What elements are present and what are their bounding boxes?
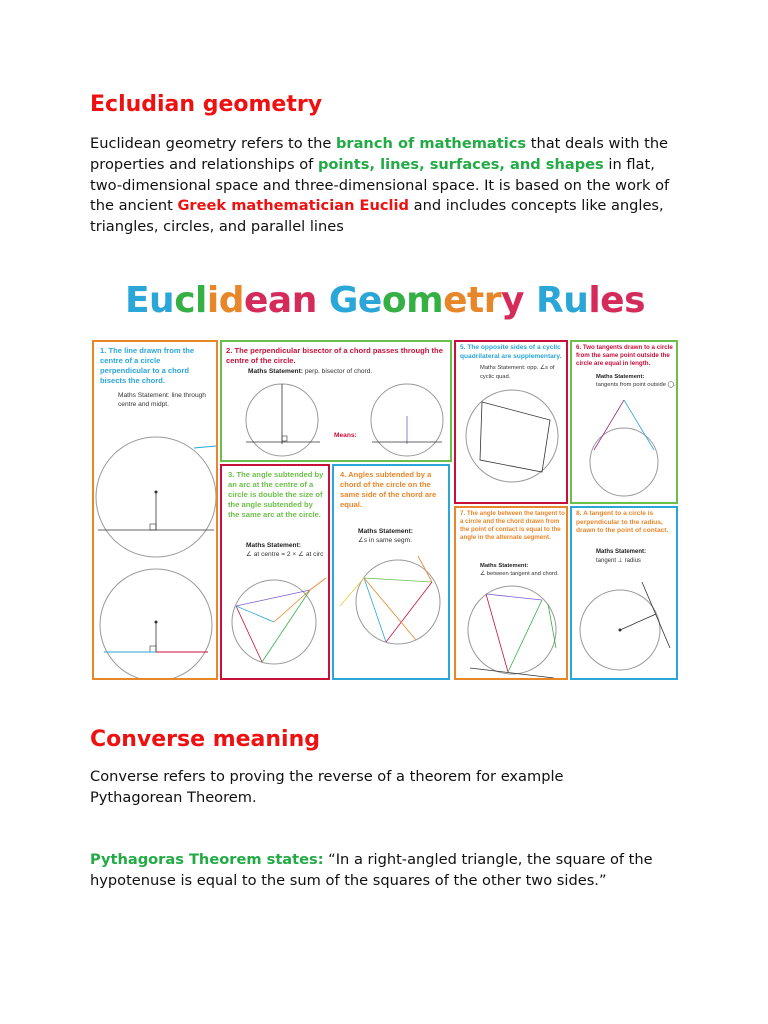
title-part: Ge (328, 280, 382, 321)
intro-highlight-euclid: Greek mathematician Euclid (177, 197, 409, 215)
rule-panel-8 (570, 506, 678, 680)
rule-6-number: 6. (576, 344, 582, 351)
intro-text-3: in flat, two-dimensional space and three-dimensional space. It is based on the work of the ancient (90, 155, 670, 215)
rule-panel-2 (220, 340, 452, 462)
rule-4-statement-label: Maths Statement: (358, 528, 413, 535)
rule-panel-7 (454, 506, 568, 680)
rule-panel-1 (92, 340, 218, 680)
rule-7-number: 7. (460, 510, 466, 517)
intro-text-2: that deals with the properties and relationships of (90, 135, 669, 173)
intro-highlight-shapes: points, lines, surfaces, and shapes (317, 155, 604, 173)
title-part: Ru (535, 280, 589, 321)
rule-2-description: The perpendicular bisector of a chord passes through the centre of the circle. (226, 346, 443, 365)
rule-5-number: 5. (460, 344, 466, 351)
rule-2-statement-text: perp. bisector of chord. (304, 368, 373, 375)
pythagoras-label: Pythagoras Theorem states: (90, 851, 324, 868)
rule-7-description: The angle between the tangent to a circle and the chord drawn from the point of contact is equal to the angle in the alternate segment. (460, 510, 565, 541)
euclidean-intro-paragraph (90, 134, 680, 238)
rule-panel-3 (220, 464, 330, 680)
rule-7-statement-label: Maths Statement: (480, 563, 529, 569)
rule-4-number: 4. (340, 470, 347, 479)
rule-7-diagram (456, 508, 568, 680)
rule-2-diagram (222, 342, 452, 462)
rule-panel-5 (454, 340, 568, 504)
rule-8-diagram (572, 508, 678, 680)
rule-6-statement-text: tangents from point outside ◯. (596, 381, 676, 388)
converse-paragraph: Converse refers to proving the reverse of a theorem for example Pythagorean Theorem. (90, 768, 564, 806)
rule-1-diagram (94, 342, 218, 680)
rule-4-diagram (334, 466, 450, 680)
rule-3-diagram (222, 466, 330, 680)
title-part: y (500, 280, 536, 321)
rule-2-statement-label: Maths Statement: (248, 368, 303, 375)
infographic-title (90, 280, 680, 321)
rule-6-statement-label: Maths Statement: (596, 374, 645, 380)
rule-6-description: Two tangents drawn to a circle from the same point outside the circle are equal in length. (576, 344, 673, 367)
rule-3-description: The angle subtended by an arc at the centre of a circle is double the size of the angle subtended by the same arc at the circle. (228, 470, 324, 519)
rule-2-number: 2. (226, 346, 233, 355)
rule-3-statement-text: ∠ at centre = 2 × ∠ at circ (246, 550, 324, 558)
rule-5-statement: Maths Statement: opp. ∠s of cyclic quad. (480, 365, 555, 380)
rule-7-statement-text: ∠ between tangent and chord. (480, 571, 559, 577)
rule-4-description: Angles subtended by a chord of the circle on the same side of the chord are equal. (340, 470, 437, 509)
title-part: ean (244, 280, 329, 321)
rule-8-description: A tangent to a circle is perpendicular to the radius, drawn to the point of contact. (576, 510, 669, 534)
title-part: Eu (124, 280, 175, 321)
rule-8-statement-label: Maths Statement: (596, 549, 647, 555)
rule-1-statement: Maths Statement: line through centre and midpt. (118, 392, 206, 408)
title-part: etr (443, 280, 501, 321)
rule-5-diagram (456, 342, 568, 504)
title-part: id (206, 280, 244, 321)
euclidean-rules-infographic (90, 280, 680, 682)
rule-8-statement-text: tangent ⊥ radius (596, 557, 641, 564)
title-part: om (381, 280, 444, 321)
rule-panel-4 (332, 464, 450, 680)
pythagoras-paragraph (90, 850, 680, 892)
pythagoras-quote: “In a right-angled triangle, the square of the hypotenuse is equal to the sum of the squares of the other two sides.” (90, 851, 653, 889)
rule-3-number: 3. (228, 470, 235, 479)
title-part: les (588, 280, 646, 321)
intro-text-1: Euclidean geometry refers to the (90, 135, 336, 152)
title-part: cl (174, 280, 207, 321)
rule-6-diagram (572, 342, 678, 504)
rule-2-means: Means: (334, 432, 357, 439)
rule-5-description: The opposite sides of a cyclic quadrilateral are supplementary. (460, 344, 562, 360)
rule-panel-6 (570, 340, 678, 504)
rule-1-number: 1. (100, 346, 107, 355)
rule-4-statement-text: ∠s in same segm. (358, 536, 412, 544)
rule-8-number: 8. (576, 510, 582, 517)
heading-converse-meaning: Converse meaning (90, 727, 321, 752)
intro-text-4: and includes concepts like angles, triangles, circles, and parallel lines (90, 197, 664, 236)
intro-highlight-branch: branch of mathematics (335, 135, 527, 152)
heading-euclidean-geometry: Ecludian geometry (90, 92, 323, 117)
rule-3-statement-label: Maths Statement: (246, 542, 301, 549)
rule-1-description: The line drawn from the centre of a circle perpendicular to a chord bisects the chord. (100, 346, 195, 385)
